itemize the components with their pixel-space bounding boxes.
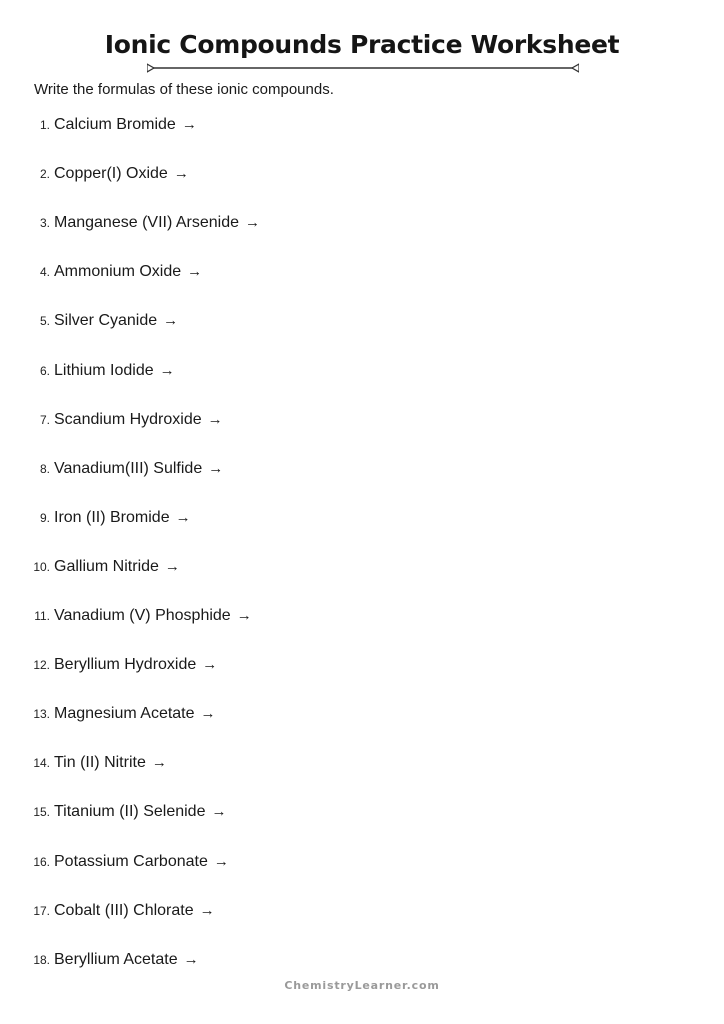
compound-name: Scandium Hydroxide <box>54 410 202 428</box>
compound-name: Magnesium Acetate <box>54 705 195 723</box>
question-item <box>0 656 217 678</box>
question-item <box>0 165 189 187</box>
compound-name: Gallium Nitride <box>54 557 159 575</box>
question-item <box>0 607 252 629</box>
question-item <box>0 312 178 334</box>
compound-name: Silver Cyanide <box>54 312 158 330</box>
question-number: 18. <box>33 952 50 967</box>
right-arrow-icon: → <box>181 116 197 133</box>
question-number: 6. <box>39 363 50 378</box>
question-item <box>0 853 229 875</box>
compound-name: Calcium Bromide <box>54 116 176 133</box>
question-number: 12. <box>33 658 50 673</box>
question-number: 4. <box>39 265 50 280</box>
question-number: 8. <box>39 461 50 476</box>
right-arrow-icon: → <box>245 214 260 232</box>
right-arrow-icon: → <box>173 165 189 183</box>
question-item <box>0 558 180 580</box>
question-number: 14. <box>33 756 50 771</box>
compound-name: Cobalt (III) Chlorate <box>54 901 194 919</box>
question-item <box>0 362 175 384</box>
right-arrow-icon: → <box>164 557 180 575</box>
compound-name: Beryllium Acetate <box>54 950 178 968</box>
question-item <box>0 754 167 776</box>
compound-name: Manganese (VII) Arsenide <box>54 214 239 232</box>
right-arrow-icon: → <box>175 508 191 526</box>
right-arrow-icon: → <box>159 361 175 379</box>
right-arrow-icon: → <box>183 950 199 968</box>
right-arrow-icon: → <box>187 263 203 281</box>
question-item <box>0 263 202 285</box>
compound-name: Ammonium Oxide <box>54 263 182 281</box>
question-number: 11. <box>34 609 50 623</box>
compound-name: Copper(I) Oxide <box>54 165 168 183</box>
compound-name: Vanadium(III) Sulfide <box>54 459 203 477</box>
right-arrow-icon: → <box>211 803 227 821</box>
right-arrow-icon: → <box>199 901 215 919</box>
question-number: 17. <box>33 903 50 918</box>
question-number: 16. <box>33 854 50 869</box>
question-item <box>0 705 216 727</box>
question-number: 13. <box>33 707 50 722</box>
right-arrow-icon: → <box>207 410 223 428</box>
right-arrow-icon: → <box>200 705 216 723</box>
compound-name: Potassium Carbonate <box>54 852 208 870</box>
compound-name: Tin (II) Nitrite <box>54 754 146 772</box>
compound-name: Titanium (II) Selenide <box>54 803 206 821</box>
question-number: 1. <box>39 118 50 132</box>
question-number: 2. <box>39 167 50 182</box>
compound-name: Lithium Iodide <box>54 361 154 379</box>
right-arrow-icon: → <box>213 852 229 870</box>
question-item <box>0 116 197 138</box>
right-arrow-icon: → <box>236 607 252 624</box>
question-item <box>0 460 223 482</box>
compound-name: Beryllium Hydroxide <box>54 656 197 674</box>
question-number: 15. <box>33 805 50 820</box>
question-number: 9. <box>39 510 50 525</box>
compound-name: Iron (II) Bromide <box>54 508 170 526</box>
question-item <box>0 411 223 433</box>
question-item <box>0 803 226 825</box>
question-item <box>0 902 215 924</box>
question-number: 3. <box>39 216 50 231</box>
compound-name: Vanadium (V) Phosphide <box>54 607 231 624</box>
question-number: 10. <box>33 559 50 574</box>
question-item <box>0 951 199 973</box>
instructions-text: Write the formulas of these ionic compounds. <box>34 81 334 98</box>
right-arrow-icon: → <box>163 312 179 330</box>
worksheet-title: Ionic Compounds Practice Worksheet <box>104 30 620 59</box>
question-number: 5. <box>39 314 50 329</box>
right-arrow-icon: → <box>151 754 167 772</box>
question-item <box>0 214 260 236</box>
question-number: 7. <box>39 412 50 427</box>
right-arrow-icon: → <box>202 656 218 674</box>
right-arrow-icon: → <box>208 459 224 477</box>
footer-brand: ChemistryLearner.com <box>284 979 440 992</box>
question-item <box>0 509 191 531</box>
